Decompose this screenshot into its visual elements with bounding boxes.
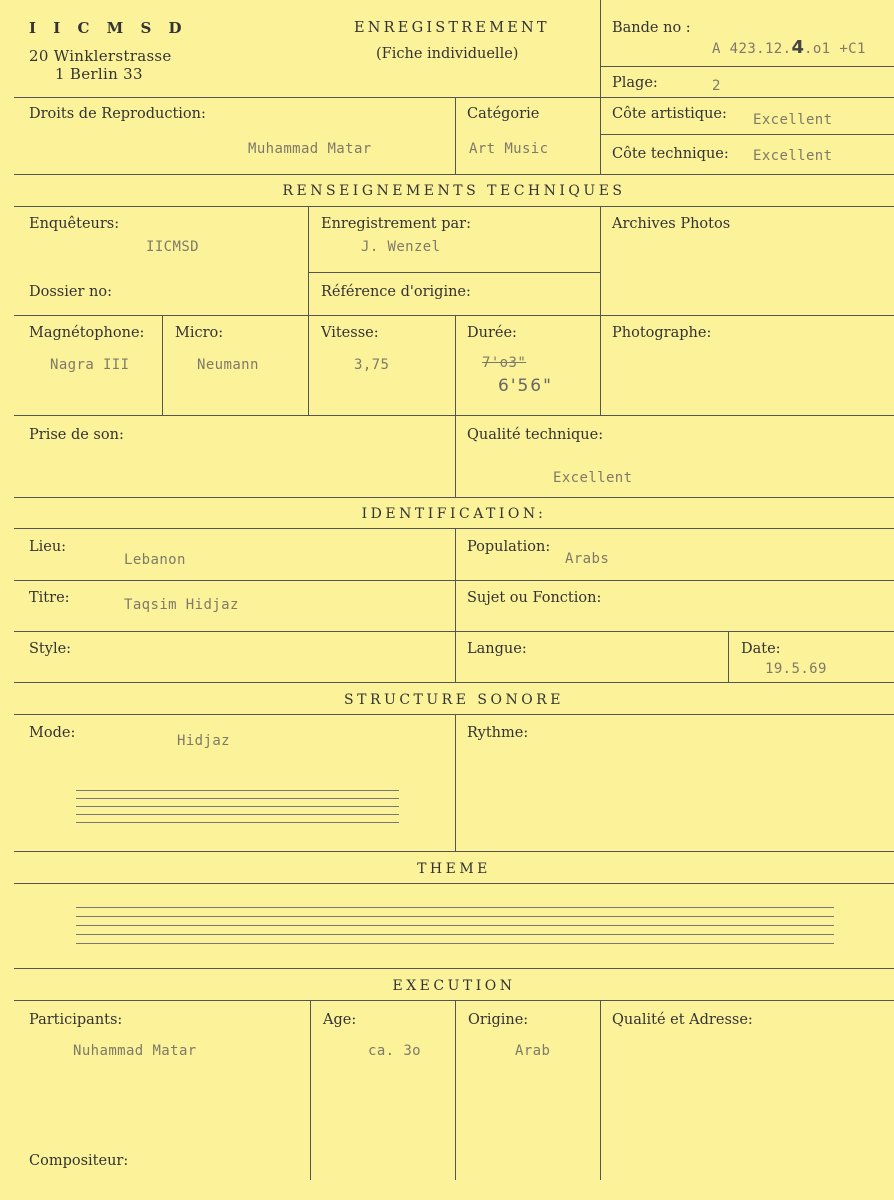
cote-technique-value: Excellent [753, 148, 833, 164]
vitesse-label: Vitesse: [321, 325, 379, 341]
rule [14, 97, 894, 98]
micro-label: Micro: [175, 325, 224, 341]
form-title: ENREGISTREMENT [354, 20, 550, 36]
cote-artistique-value: Excellent [753, 112, 833, 128]
staff-line [76, 943, 834, 944]
population-value: Arabs [565, 551, 610, 567]
age-label: Age: [323, 1012, 357, 1028]
style-label: Style: [29, 641, 72, 657]
rule [455, 528, 456, 682]
bande-label: Bande no : [612, 20, 691, 36]
vitesse-value: 3,75 [354, 357, 390, 373]
section-title-identification: IDENTIFICATION: [361, 506, 547, 522]
staff-line [76, 798, 399, 799]
reference-label: Référence d'origine: [321, 284, 471, 300]
duree-value-handwritten: 6'56" [498, 376, 553, 396]
rule [14, 497, 894, 498]
droits-label: Droits de Reproduction: [29, 106, 206, 122]
bande-value-part1: A 423.12. [712, 41, 792, 57]
lieu-value: Lebanon [124, 552, 186, 568]
magnetophone-label: Magnétophone: [29, 325, 145, 341]
sujet-label: Sujet ou Fonction: [467, 590, 602, 606]
categorie-value: Art Music [469, 141, 549, 157]
section-title-theme: THEME [417, 861, 491, 877]
rule [14, 631, 894, 632]
mode-value: Hidjaz [177, 733, 230, 749]
rule [600, 1000, 601, 1180]
duree-label: Durée: [467, 325, 517, 341]
date-label: Date: [741, 641, 781, 657]
rule [728, 631, 729, 682]
rule [14, 1000, 894, 1001]
enqueteurs-value: IICMSD [146, 239, 199, 255]
rule [14, 206, 894, 207]
staff-line [76, 814, 399, 815]
rule [600, 0, 601, 174]
staff-line [76, 925, 834, 926]
rule [308, 206, 309, 415]
section-title-execution: EXECUTION [392, 978, 516, 994]
mode-label: Mode: [29, 725, 76, 741]
qualite-technique-value: Excellent [553, 470, 633, 486]
micro-value: Neumann [197, 357, 259, 373]
section-title-technique: RENSEIGNEMENTS TECHNIQUES [282, 183, 626, 199]
address-line-1: 20 Winklerstrasse [29, 47, 172, 65]
rule [310, 1000, 311, 1180]
participants-label: Participants: [29, 1012, 123, 1028]
enqueteurs-label: Enquêteurs: [29, 216, 120, 232]
qualite-adresse-label: Qualité et Adresse: [612, 1012, 753, 1028]
origine-value: Arab [515, 1043, 551, 1059]
rule [14, 174, 894, 175]
magnetophone-value: Nagra III [50, 357, 130, 373]
rule [600, 206, 601, 415]
rythme-label: Rythme: [467, 725, 529, 741]
staff-line [76, 806, 399, 807]
rule [14, 714, 894, 715]
section-title-structure: STRUCTURE SONORE [344, 692, 564, 708]
rule [14, 968, 894, 969]
staff-line [76, 934, 834, 935]
rule [455, 97, 456, 174]
titre-label: Titre: [29, 590, 70, 606]
rule [14, 415, 894, 416]
prise-de-son-label: Prise de son: [29, 427, 124, 443]
rule [308, 272, 600, 273]
plage-value: 2 [712, 78, 721, 94]
rule [14, 682, 894, 683]
age-value: ca. 3o [368, 1043, 421, 1059]
rule [600, 134, 894, 135]
rule [600, 66, 894, 67]
bande-handwritten-digit: 4 [791, 37, 804, 58]
rule [14, 580, 894, 581]
origine-label: Origine: [468, 1012, 529, 1028]
org-logo: I I C M S D [29, 19, 188, 37]
qualite-technique-label: Qualité technique: [467, 427, 604, 443]
droits-value: Muhammad Matar [248, 141, 372, 157]
photographe-label: Photographe: [612, 325, 712, 341]
rule [455, 1000, 456, 1180]
langue-label: Langue: [467, 641, 527, 657]
plage-label: Plage: [612, 75, 658, 91]
bande-value-part2: .o1 +C1 [804, 41, 866, 57]
cote-artistique-label: Côte artistique: [612, 106, 727, 122]
lieu-label: Lieu: [29, 539, 67, 555]
date-value: 19.5.69 [765, 661, 827, 677]
archives-photos-label: Archives Photos [612, 216, 731, 232]
rule [162, 315, 163, 415]
duree-value-struck: 7'o3" [482, 355, 527, 371]
rule [14, 883, 894, 884]
bande-value [712, 39, 866, 58]
form-subtitle: (Fiche individuelle) [376, 46, 519, 62]
address-line-2: 1 Berlin 33 [55, 65, 143, 83]
staff-line [76, 916, 834, 917]
population-label: Population: [467, 539, 551, 555]
rule [455, 714, 456, 851]
staff-line [76, 790, 399, 791]
rule [14, 528, 894, 529]
staff-line [76, 822, 399, 823]
dossier-label: Dossier no: [29, 284, 112, 300]
staff-line [76, 907, 834, 908]
titre-value: Taqsim Hidjaz [124, 597, 239, 613]
enregistrement-par-value: J. Wenzel [361, 239, 441, 255]
cote-technique-label: Côte technique: [612, 146, 729, 162]
enregistrement-par-label: Enregistrement par: [321, 216, 471, 232]
compositeur-label: Compositeur: [29, 1153, 129, 1169]
participants-value: Nuhammad Matar [73, 1043, 197, 1059]
rule [14, 851, 894, 852]
rule [14, 315, 894, 316]
categorie-label: Catégorie [467, 106, 540, 122]
rule [455, 315, 456, 497]
